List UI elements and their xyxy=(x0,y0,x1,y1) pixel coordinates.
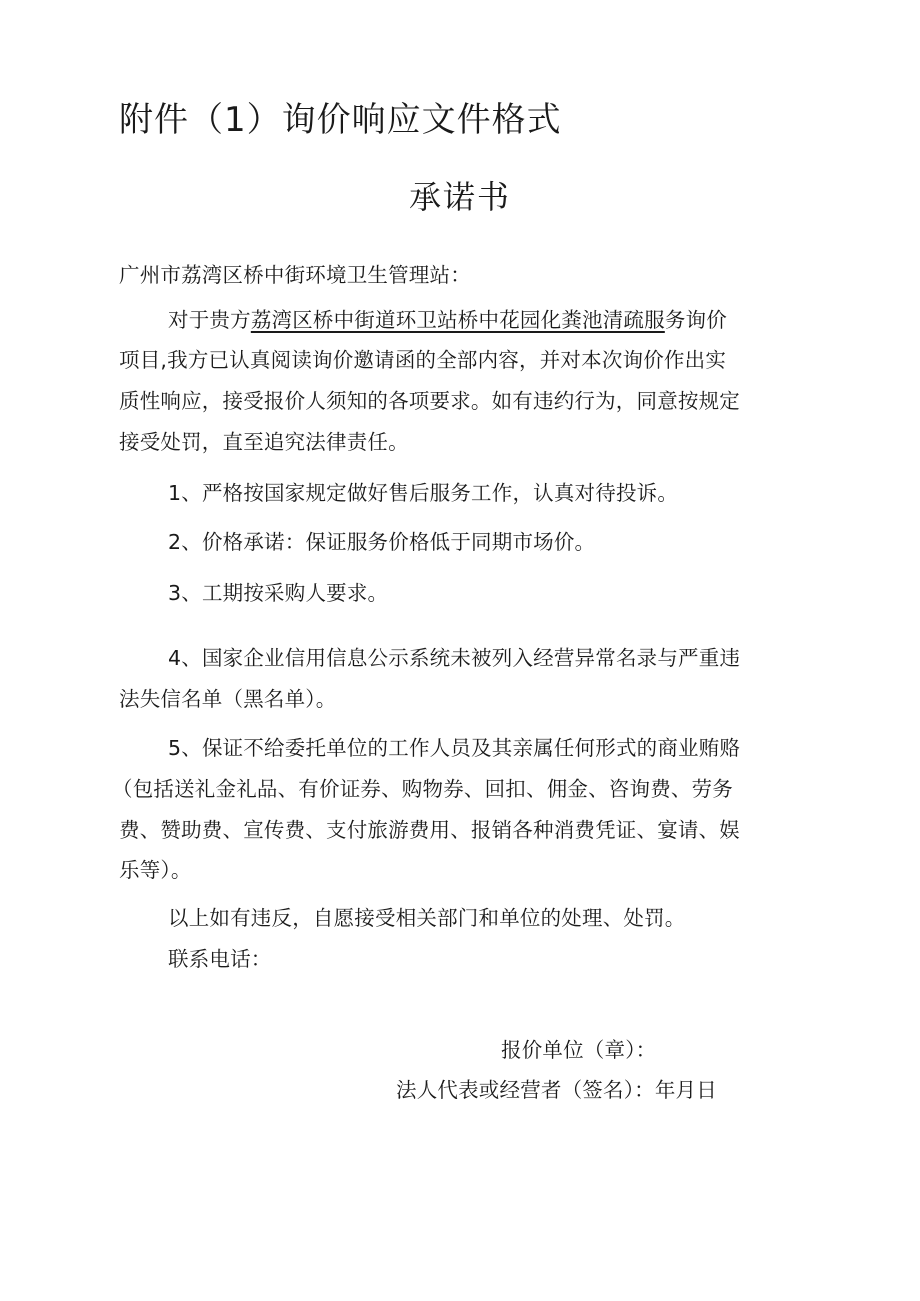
intro-line-2: 项目,我方已认真阅读询价邀请函的全部内容，并对本次询价作出实 xyxy=(119,348,727,372)
intro-suffix: 务询价 xyxy=(664,308,727,332)
commitment-item-3: 3、工期按采购人要求。 xyxy=(168,581,389,605)
commitment-item-2: 2、价格承诺：保证服务价格低于同期市场价。 xyxy=(168,530,596,554)
commitment-item-5-line-3: 费、赞助费、宣传费、支付旅游费用、报销各种消费凭证、宴请、娱 xyxy=(119,818,740,842)
commitment-title: 承诺书 xyxy=(408,178,511,216)
addressee: 广州市荔湾区桥中街环境卫生管理站： xyxy=(119,263,471,287)
commitment-item-5-line-2: （包括送礼金礼品、有价证券、购物券、回扣、佣金、咨询费、劳务 xyxy=(112,777,733,801)
project-name: 荔湾区桥中街道环卫站桥中花园化粪池清疏服 xyxy=(250,308,665,332)
contact-phone-label: 联系电话： xyxy=(168,947,272,971)
intro-prefix: 对于贵方 xyxy=(168,308,251,332)
closing-statement: 以上如有违反，自愿接受相关部门和单位的处理、处罚。 xyxy=(168,906,686,930)
representative-signature-label: 法人代表或经营者（签名）：年月日 xyxy=(396,1078,717,1102)
commitment-item-1: 1、严格按国家规定做好售后服务工作，认真对待投诉。 xyxy=(168,481,679,505)
commitment-item-4-line-1: 4、国家企业信用信息公示系统未被列入经营异常名录与严重违 xyxy=(168,646,741,670)
commitment-item-5-line-1: 5、保证不给委托单位的工作人员及其亲属任何形式的商业贿赂 xyxy=(168,736,741,760)
bidder-seal-label: 报价单位（章）： xyxy=(501,1038,657,1062)
intro-line-3: 质性响应，接受报价人须知的各项要求。如有违约行为，同意按规定 xyxy=(119,389,740,413)
commitment-item-4-line-2: 法失信名单（黑名单）。 xyxy=(119,687,337,711)
commitment-item-5-line-4: 乐等）。 xyxy=(119,858,192,882)
intro-line-4: 接受处罚，直至追究法律责任。 xyxy=(119,430,409,454)
attachment-heading: 附件（1）询价响应文件格式 xyxy=(119,100,562,140)
intro-line-1 xyxy=(168,303,727,333)
